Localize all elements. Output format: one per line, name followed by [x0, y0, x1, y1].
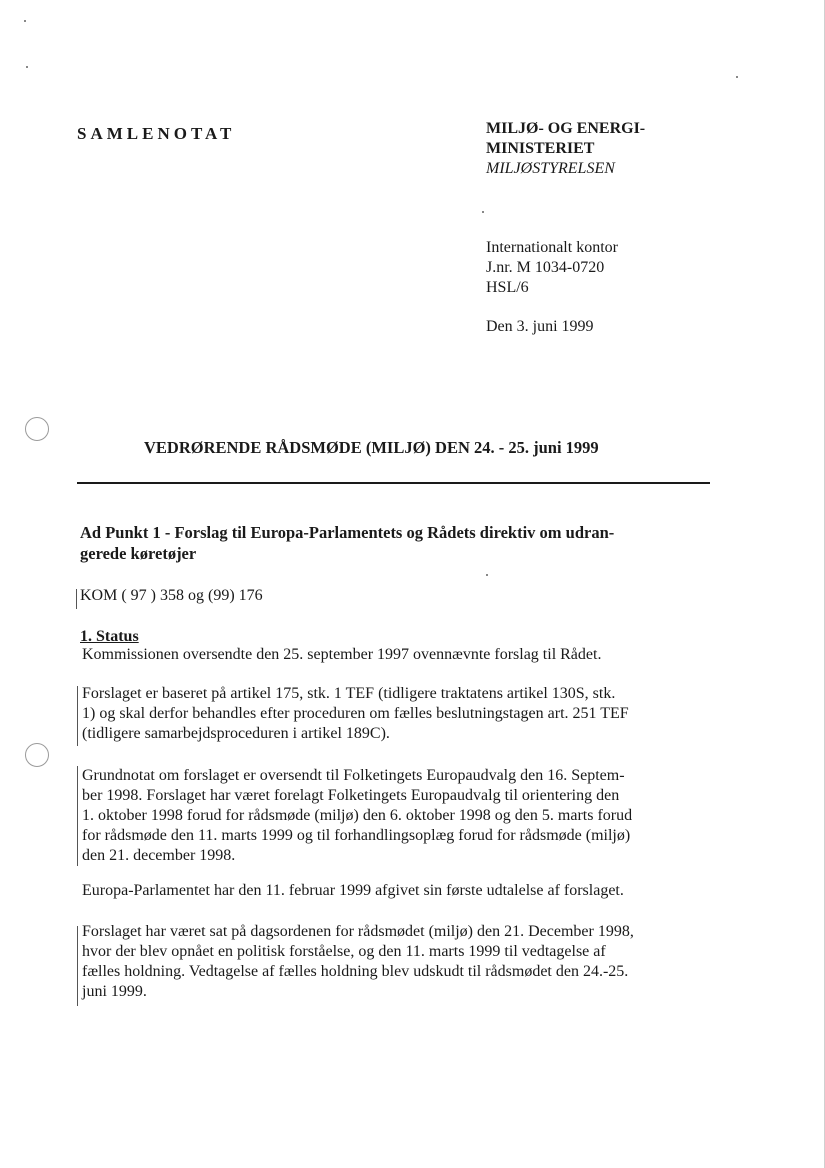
paragraph-line: Europa-Parlamentet har den 11. februar 1999 afgivet sin første udtalelse af forslaget.	[82, 882, 624, 899]
revision-bar	[77, 686, 78, 746]
paragraph-line: Forslaget er baseret på artikel 175, stk. 1 TEF (tidligere traktatens artikel 130S, stk.	[82, 685, 616, 702]
meeting-heading: VEDRØRENDE RÅDSMØDE (MILJØ) DEN 24. - 25. juni 1999	[144, 438, 599, 457]
reference-code: HSL/6	[486, 279, 529, 296]
paragraph-3	[82, 766, 747, 866]
paragraph-line: ber 1998. Forslaget har været forelagt Folketingets Europaudvalg til orientering den	[82, 787, 620, 804]
agency-name: MILJØSTYRELSEN	[486, 160, 615, 177]
paragraph-4	[82, 881, 747, 901]
paragraph-line: Forslaget har været sat på dagsordenen for rådsmødet (miljø) den 21. December 1998,	[82, 923, 634, 940]
scan-speck	[736, 76, 738, 78]
kom-reference: KOM ( 97 ) 358 og (99) 176	[80, 587, 263, 604]
scan-speck	[26, 66, 28, 68]
paragraph-2	[82, 684, 747, 744]
ministry-line-1: MILJØ- OG ENERGI-	[486, 120, 646, 137]
heading-rule	[77, 482, 710, 484]
paragraph-line: fælles holdning. Vedtagelse af fælles holdning blev udskudt til rådsmødet den 24.-25.	[82, 963, 629, 980]
item-heading-line-2: gerede køretøjer	[80, 544, 197, 563]
scan-speck	[482, 211, 484, 213]
office-name: Internationalt kontor	[486, 239, 618, 256]
paragraph-line: Grundnotat om forslaget er oversendt til Folketingets Europaudvalg den 16. Septem-	[82, 767, 625, 784]
paragraph-line: for rådsmøde den 11. marts 1999 og til forhandlingsoplæg forud for rådsmøde (miljø)	[82, 827, 631, 844]
office-block	[486, 238, 618, 298]
scan-speck	[24, 20, 26, 22]
paragraph-line: den 21. december 1998.	[82, 847, 236, 864]
paragraph-line: juni 1999.	[82, 983, 147, 1000]
paragraph-line: Kommissionen oversendte den 25. september 1997 ovennævnte forslag til Rådet.	[82, 646, 602, 663]
revision-bar	[76, 589, 77, 609]
paragraph-line: 1) og skal derfor behandles efter proceduren om fælles beslutningstagen art. 251 TEF	[82, 705, 629, 722]
paragraph-line: (tidligere samarbejdsproceduren i artikel 189C).	[82, 725, 390, 742]
document-title: SAMLENOTAT	[77, 124, 236, 143]
scan-speck	[486, 574, 488, 576]
section-title-status: 1. Status	[80, 628, 139, 645]
paragraph-5	[82, 922, 747, 1002]
revision-bar	[77, 766, 78, 866]
revision-bar	[77, 926, 78, 1006]
paragraph-line: 1. oktober 1998 forud for rådsmøde (miljø) den 6. oktober 1998 og den 5. marts forud	[82, 807, 633, 824]
journal-number: J.nr. M 1034-0720	[486, 259, 605, 276]
ministry-line-2: MINISTERIET	[486, 140, 595, 157]
paragraph-1	[82, 645, 747, 665]
punch-hole-mark	[25, 743, 49, 767]
ministry-block	[486, 119, 645, 179]
document-date: Den 3. juni 1999	[486, 318, 594, 335]
item-heading	[80, 522, 730, 564]
item-heading-line-1: Ad Punkt 1 - Forslag til Europa-Parlamentets og Rådets direktiv om udran-	[80, 523, 615, 542]
paragraph-line: hvor der blev opnået en politisk forståelse, og den 11. marts 1999 til vedtagelse af	[82, 943, 606, 960]
punch-hole-mark	[25, 417, 49, 441]
